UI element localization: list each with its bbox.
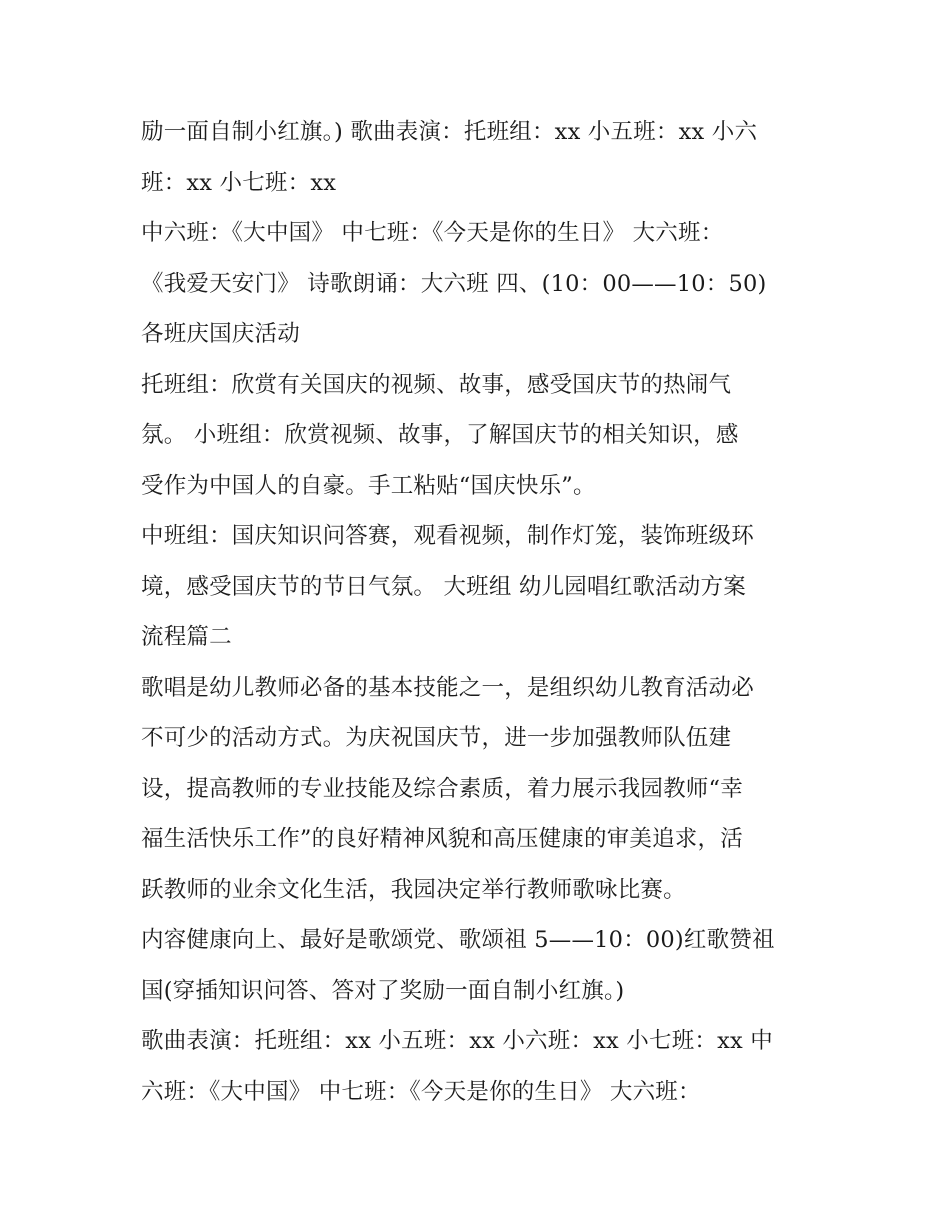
text-line: 歌唱是幼儿教师必备的基本技能之一，是组织幼儿教育活动必 [141,674,754,701]
text-line: 国(穿插知识问答、答对了奖励一面自制小红旗。) [141,977,625,1004]
text-line: 托班组：欣赏有关国庆的视频、故事，感受国庆节的热闹气 [141,371,732,398]
text-line: 歌曲表演：托班组：xx 小五班：xx 小六班：xx 小七班：xx 中 [141,1028,773,1054]
text-line: 设，提高教师的专业技能及综合素质，着力展示我园教师“幸 [141,775,743,802]
text-line: 不可少的活动方式。为庆祝国庆节，进一步加强教师队伍建 [141,725,732,751]
text-line: 氛。 小班组：欣赏视频、故事，了解国庆节的相关知识，感 [141,422,739,448]
text-line: 跃教师的业余文化生活，我园决定举行教师歌咏比赛。 [141,876,686,903]
text-line: 受作为中国人的自豪。手工粘贴“国庆快乐”。 [141,472,596,499]
text-line: 流程篇二 [141,624,232,650]
text-line: 福生活快乐工作”的良好精神风貌和高压健康的审美追求，活 [141,826,743,852]
text-line: 境，感受国庆节的节日气氛。 大班组 幼儿园唱红歌活动方案 [141,573,746,600]
text-line: 中六班：《大中国》 中七班：《今天是你的生日》 大六班： [141,220,724,246]
text-line: 六班：《大中国》 中七班：《今天是你的生日》 大六班： [141,1078,701,1105]
text-line: 中班组：国庆知识问答赛，观看视频，制作灯笼，装饰班级环 [141,523,754,549]
text-line: 班：xx 小七班：xx [141,169,337,196]
document-body [141,107,821,1117]
text-line: 各班庆国庆活动 [141,321,300,347]
text-line: 励一面自制小红旗。) 歌曲表演：托班组：xx 小五班：xx 小六 [141,119,758,145]
text-line: 《我爱天安门》 诗歌朗诵：大六班 四、(10：00——10：50) [141,270,767,297]
text-line: 内容健康向上、最好是歌颂党、歌颂祖 5——10：00)红歌赞祖 [141,927,775,953]
